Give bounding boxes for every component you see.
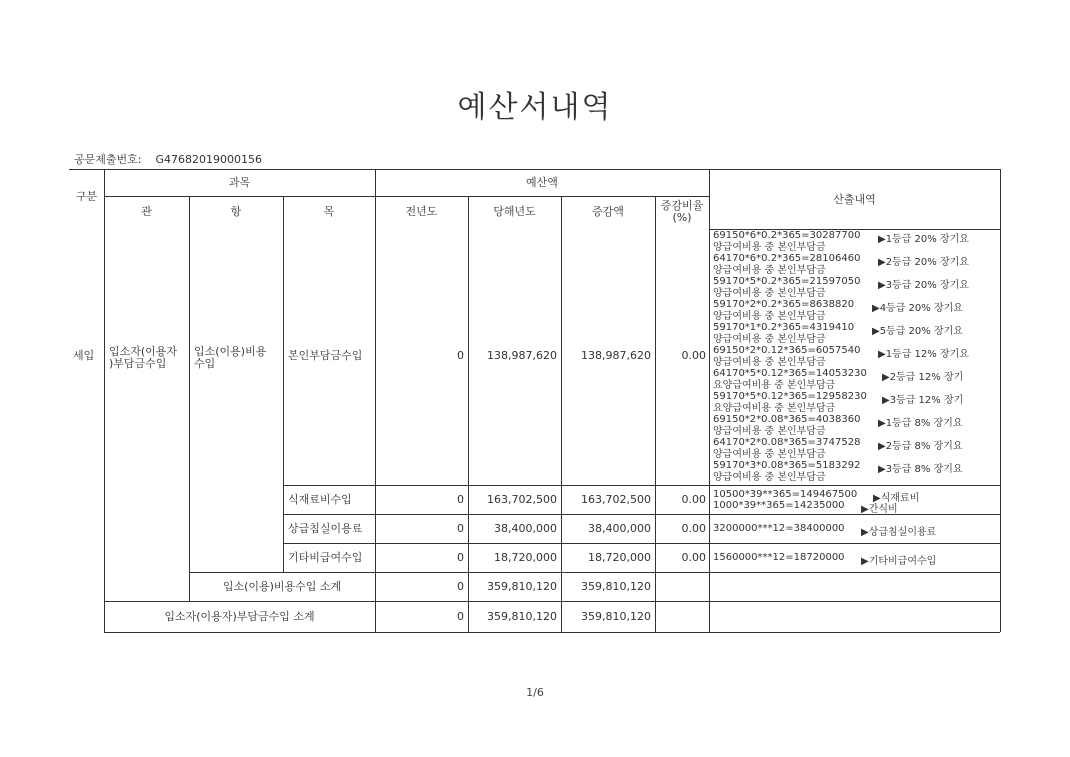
calc-formula: 59170*5*0.12*365=12958230: [713, 391, 867, 402]
header-yesanaek: 예산액: [526, 176, 558, 189]
calc-formula: 64170*5*0.12*365=14053230: [713, 368, 867, 379]
calc-sub: 양급여비용 중 본인부담금: [713, 241, 826, 253]
header-gubun: 구분: [75, 190, 98, 203]
calc-note: ▶간식비: [861, 504, 898, 515]
page-title: 예산서내역: [457, 90, 613, 125]
curr-cell: 38,400,000: [494, 522, 557, 535]
calc-formula: 3200000***12=38400000: [713, 523, 845, 534]
subtotal-label: 입소자(이용자)부담금수입 소계: [164, 610, 315, 623]
calc-formula: 64170*2*0.08*365=3747528: [713, 437, 861, 448]
calc-sub: 요양급여비용 중 본인부담금: [713, 402, 836, 414]
calc-note: ▶2등급 20% 장기요: [878, 257, 969, 268]
calc-formula: 10500*39**365=149467500: [713, 489, 858, 500]
calc-note: ▶1등급 12% 장기요: [878, 349, 969, 360]
change-cell: 138,987,620: [581, 349, 651, 362]
calc-sub: 양급여비용 중 본인부담금: [713, 356, 826, 368]
change-cell: 359,810,120: [581, 580, 651, 593]
rate-cell: 0.00: [681, 349, 706, 362]
calc-formula: 1560000***12=18720000: [713, 552, 845, 563]
prev-cell: 0: [457, 551, 464, 564]
calc-sub: 양급여비용 중 본인부담금: [713, 471, 826, 483]
change-cell: 38,400,000: [588, 522, 651, 535]
curr-cell: 18,720,000: [494, 551, 557, 564]
mok-cell: 식재료비수입: [288, 493, 352, 506]
calc-formula: 69150*2*0.08*365=4038360: [713, 414, 861, 425]
calc-note: ▶1등급 8% 장기요: [878, 418, 963, 429]
calc-note: ▶4등급 20% 장기요: [872, 303, 963, 314]
calc-sub: 양급여비용 중 본인부담금: [713, 287, 826, 299]
calc-note: ▶3등급 12% 장기: [882, 395, 964, 406]
prev-cell: 0: [457, 493, 464, 506]
calc-note: ▶1등급 20% 장기요: [878, 234, 969, 245]
header-prev-year: 전년도: [405, 205, 438, 218]
header-this-year: 당해년도: [493, 205, 536, 218]
header-mok: 목: [323, 205, 335, 218]
gwan-value: 입소자(이용자 )부담금수입: [109, 345, 178, 370]
calc-formula: 1000*39**365=14235000: [713, 500, 845, 511]
calc-formula: 59170*5*0.2*365=21597050: [713, 276, 861, 287]
calc-formula: 59170*2*0.2*365=8638820: [713, 299, 855, 310]
doc-number-label: 공문제출번호:: [74, 153, 142, 166]
rate-cell: 0.00: [681, 493, 706, 506]
calc-sub: 양급여비용 중 본인부담금: [713, 333, 826, 345]
curr-cell: 359,810,120: [487, 580, 557, 593]
calc-sub: 양급여비용 중 본인부담금: [713, 425, 826, 437]
mok-cell: 기타비급여수입: [288, 551, 363, 564]
header-hang: 항: [230, 205, 242, 218]
gubun-value: 세입: [73, 349, 95, 362]
calc-formula: 69150*6*0.2*365=30287700: [713, 230, 861, 241]
calc-sub: 양급여비용 중 본인부담금: [713, 264, 826, 276]
calc-formula: 59170*3*0.08*365=5183292: [713, 460, 861, 471]
curr-cell: 163,702,500: [487, 493, 557, 506]
calc-formula: 59170*1*0.2*365=4319410: [713, 322, 855, 333]
prev-cell: 0: [457, 610, 464, 623]
curr-cell: 359,810,120: [487, 610, 557, 623]
calc-note: ▶2등급 12% 장기: [882, 372, 964, 383]
change-cell: 18,720,000: [588, 551, 651, 564]
calc-formula: 69150*2*0.12*365=6057540: [713, 345, 861, 356]
doc-number-value: G47682019000156: [155, 153, 262, 166]
calc-note: ▶3등급 8% 장기요: [878, 464, 963, 475]
prev-cell: 0: [457, 580, 464, 593]
header-sanchul: 산출내역: [833, 193, 876, 206]
curr-cell: 138,987,620: [487, 349, 557, 362]
calc-sub: 양급여비용 중 본인부담금: [713, 448, 826, 460]
hang-value: 입소(이용)비용 수입: [194, 345, 267, 370]
calc-note: ▶식재료비: [873, 493, 920, 504]
rate-cell: 0.00: [681, 551, 706, 564]
calc-note: ▶상급침실이용료: [861, 527, 937, 538]
calc-note: ▶3등급 20% 장기요: [878, 280, 969, 291]
mok-cell: 상급침실이용료: [288, 522, 363, 535]
header-gwan: 관: [141, 205, 152, 218]
change-cell: 163,702,500: [581, 493, 651, 506]
header-gwamok: 과목: [228, 176, 251, 189]
prev-cell: 0: [457, 349, 464, 362]
calc-note: ▶2등급 8% 장기요: [878, 441, 963, 452]
prev-cell: 0: [457, 522, 464, 535]
change-cell: 359,810,120: [581, 610, 651, 623]
page-number: 1/6: [526, 686, 544, 699]
rate-cell: 0.00: [681, 522, 706, 535]
calc-note: ▶5등급 20% 장기요: [872, 326, 963, 337]
header-change: 증감액: [592, 205, 624, 218]
calc-sub: 요양급여비용 중 본인부담금: [713, 379, 836, 391]
calc-formula: 64170*6*0.2*365=28106460: [713, 253, 861, 264]
calc-sub: 양급여비용 중 본인부담금: [713, 310, 826, 322]
mok-cell: 본인부담금수입: [288, 349, 363, 362]
doc-number: [74, 151, 262, 167]
subtotal-label: 입소(이용)비용수입 소계: [222, 580, 342, 593]
calc-note: ▶기타비급여수입: [861, 556, 937, 567]
header-change-rate: 증감비율 (%): [660, 199, 704, 224]
